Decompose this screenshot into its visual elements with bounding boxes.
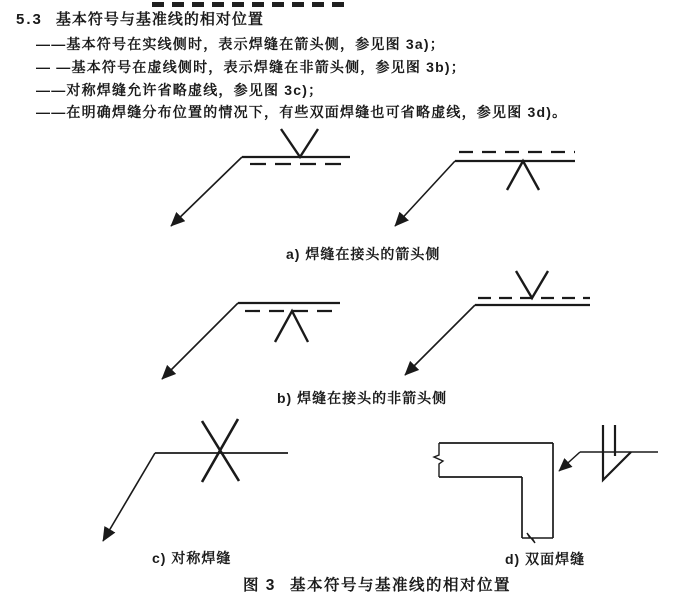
vertical-plate-bottom-break <box>522 533 553 543</box>
caption-b: b) 焊缝在接头的非箭头侧 <box>277 390 448 406</box>
bullet-symmetric-weld: ——对称焊缝允许省略虚线，参见图 3c)； <box>36 82 324 98</box>
diagram-c <box>103 419 288 541</box>
figure-caption <box>243 573 511 595</box>
diagram-a-right <box>395 152 575 226</box>
arrow-line <box>171 157 242 226</box>
arrow-line <box>103 453 155 541</box>
fillet-symbol-lower-triangle <box>603 452 631 480</box>
horizontal-plate-left-break <box>434 443 443 477</box>
diagram-b-left <box>162 303 340 379</box>
arrow-line <box>405 305 475 375</box>
v-weld-symbol <box>281 129 318 157</box>
bullet-dashed-line-side: — —基本符号在虚线侧时，表示焊缝在非箭头侧，参见图 3b)； <box>36 59 466 75</box>
diagram-b-right <box>405 271 590 375</box>
section-title: 基本符号与基准线的相对位置 <box>55 11 264 28</box>
arrow-line <box>395 161 455 226</box>
figure-title: 基本符号与基准线的相对位置 <box>289 577 511 594</box>
diagram-a-left <box>171 129 350 226</box>
arrow-line <box>559 452 580 471</box>
v-weld-symbol <box>516 271 548 298</box>
caption-d: d) 双面焊缝 <box>505 551 586 567</box>
section-number: 5.3 <box>16 11 43 28</box>
v-weld-symbol <box>275 311 308 342</box>
figure-label: 图 3 <box>243 577 276 594</box>
arrow-line <box>162 303 238 379</box>
caption-a: a) 焊缝在接头的箭头侧 <box>286 246 441 262</box>
diagram-d <box>434 425 658 543</box>
caption-c: c) 对称焊缝 <box>152 550 232 566</box>
bullet-double-sided-weld: ——在明确焊缝分布位置的情况下，有些双面焊缝也可省略虚线，参见图 3d)。 <box>36 104 568 120</box>
v-weld-symbol <box>507 161 539 190</box>
x-weld-symbol <box>202 419 239 482</box>
bullet-solid-line-side: ——基本符号在实线侧时，表示焊缝在箭头侧，参见图 3a)； <box>36 36 445 52</box>
